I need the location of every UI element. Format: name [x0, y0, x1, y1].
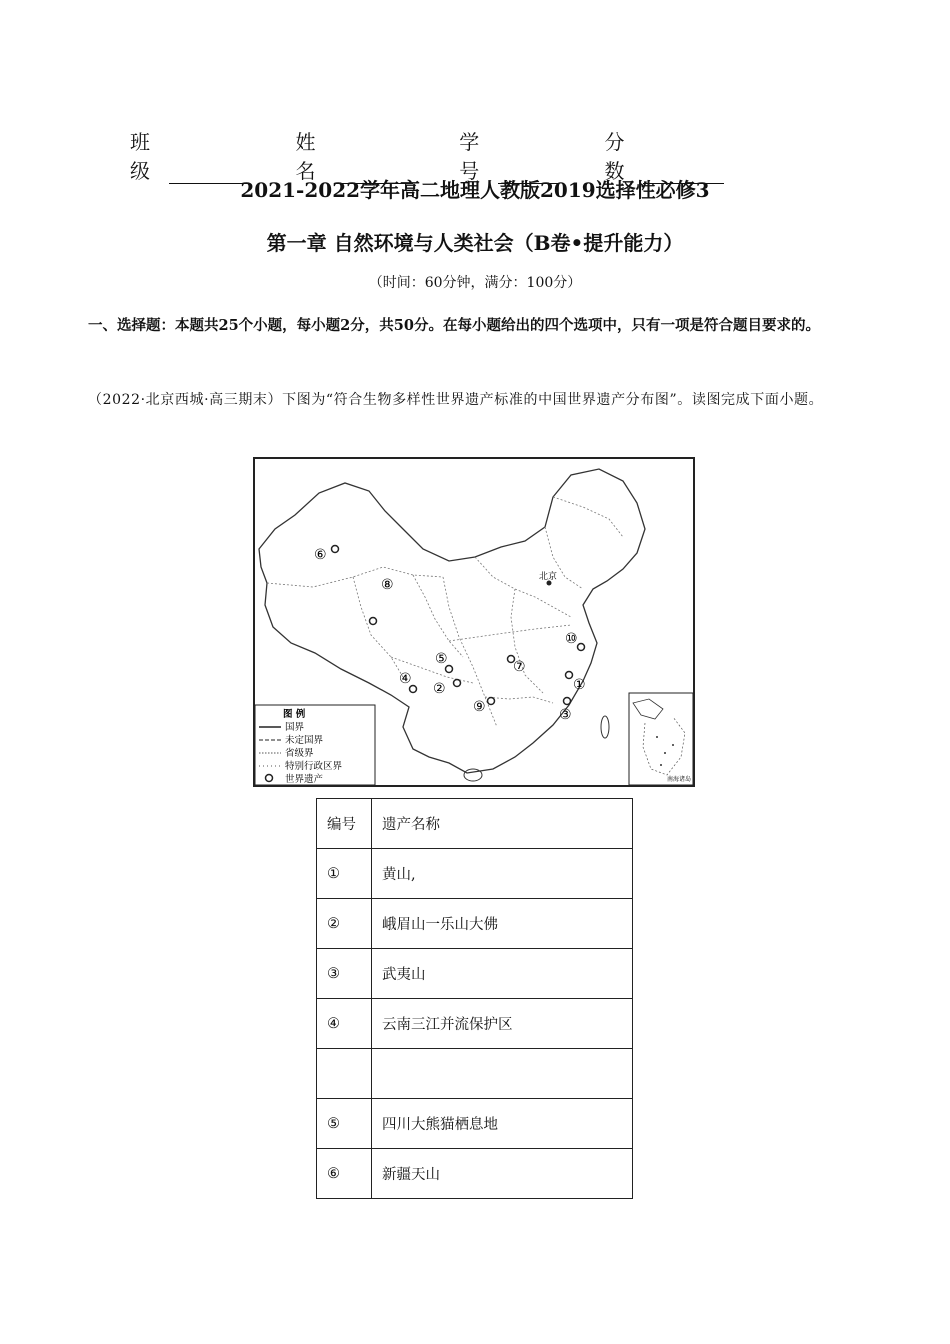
marker-9: ⑨ [473, 699, 486, 715]
row-number: ② [317, 899, 372, 949]
heritage-map [253, 457, 695, 787]
row-number: ⑤ [317, 1099, 372, 1149]
beijing-label: 北京 [539, 572, 558, 582]
heritage-table [316, 798, 633, 1199]
marker-10: ⑩ [565, 631, 578, 647]
table-row [317, 1149, 633, 1199]
china-map-figure [253, 457, 695, 787]
exam-info: （时间：60分钟，满分：100分） [368, 275, 582, 291]
marker-6: ⑥ [314, 547, 327, 563]
table-row [317, 1099, 633, 1149]
row-number: ⑥ [317, 1149, 372, 1199]
table-row-empty [317, 1049, 633, 1099]
table-header-row [317, 799, 633, 849]
marker-2: ② [433, 681, 446, 697]
row-number: ④ [317, 999, 372, 1049]
legend-undetermined-border: 未定国界 [285, 735, 324, 746]
legend-sar-border: 特别行政区界 [285, 761, 343, 772]
marker-4: ④ [399, 671, 412, 687]
legend-heritage: 世界遗产 [285, 774, 324, 785]
table-row [317, 899, 633, 949]
row-name: 黄山, [372, 849, 633, 899]
inset-note: 南海诸岛 [667, 776, 692, 783]
row-number: ③ [317, 949, 372, 999]
header-heritage-name: 遗产名称 [372, 799, 633, 849]
table-row [317, 999, 633, 1049]
legend-provincial-border: 省级界 [285, 748, 314, 759]
map-legend [255, 705, 375, 785]
chapter-title: 第一章 自然环境与人类社会（B卷•提升能力） [266, 231, 684, 255]
question-intro: （2022·北京西城·高三期末）下图为“符合生物多样性世界遗产标准的中国世界遗产分布图”。读图完成下面小题。 [88, 392, 824, 408]
marker-1: ① [573, 677, 586, 693]
table-row [317, 949, 633, 999]
name-label: 姓名 [295, 130, 316, 183]
row-name [372, 1049, 633, 1099]
south-china-sea-inset [629, 693, 693, 785]
row-name: 新疆天山 [372, 1149, 633, 1199]
row-name: 四川大熊猫栖息地 [372, 1099, 633, 1149]
header-number: 编号 [317, 799, 372, 849]
legend-national-border: 国界 [285, 722, 305, 733]
student-id-label: 学号 [459, 130, 480, 183]
marker-5: ⑤ [435, 651, 448, 667]
legend-title: 图 例 [283, 709, 306, 720]
document-title: 2021-2022学年高二地理人教版2019选择性必修3 [240, 178, 710, 202]
marker-3: ③ [559, 707, 572, 723]
row-name: 云南三江并流保护区 [372, 999, 633, 1049]
section-heading: 一、选择题：本题共25个小题，每小题2分，共50分。在每小题给出的四个选项中，只有一项是符合题目要求的。 [88, 317, 820, 334]
marker-8: ⑧ [381, 577, 394, 593]
table-row [317, 849, 633, 899]
class-label: 班级 [130, 130, 150, 183]
score-label: 分数 [604, 130, 625, 183]
row-name: 峨眉山一乐山大佛 [372, 899, 633, 949]
row-number: ① [317, 849, 372, 899]
row-name: 武夷山 [372, 949, 633, 999]
row-number [317, 1049, 372, 1099]
marker-7: ⑦ [513, 659, 526, 675]
